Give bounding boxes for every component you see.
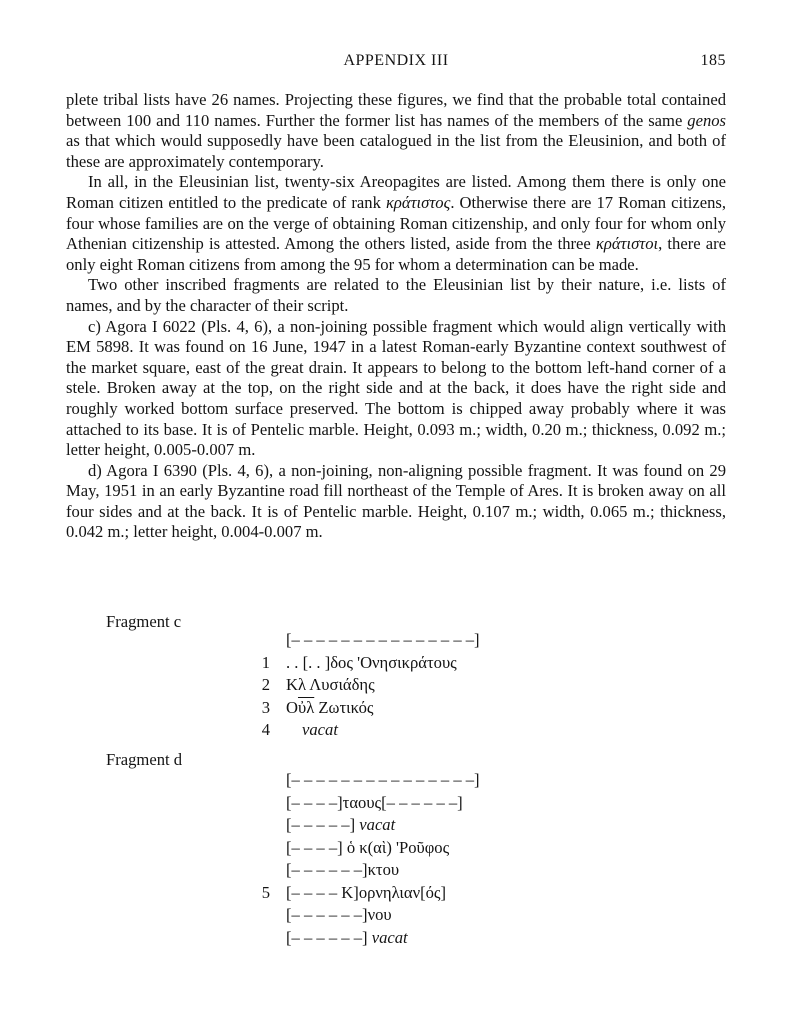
genos-term: genos [687, 110, 726, 130]
paragraph-4-agora-6022: c) Agora I 6022 (Pls. 4, 6), a non-joining possible fragment which would align vertically with EM 5898. It was found on 16 June, 1947 in a latest Roman-early Byzantine context southwest of the market square, east of the great drain. It appears to belong to the bottom left-hand corner of a stele. Broken away at the top, on the right side and at the back, it does have the right side and roughly worked bottom surface preserved. The bottom is chipped away probably where it was attached to its base. It is of Pentelic marble. Height, 0.093 m.; width, 0.20 m.; thickness, 0.092 m.; letter height, 0.005-0.007 m. [66, 316, 726, 460]
abbreviation-overline: $\overline{ὐ\lambda}$ [297, 697, 315, 717]
running-head [66, 52, 726, 72]
greek-kratistoi: κράτιστοι [595, 234, 659, 254]
paragraph-2: In all, in the Eleusinian list, twenty-six Areopagites are listed. Among them there is only one Roman citizen entitled to the predicate of rank κράτιστος. Otherwise there are 17 Roman citizens, four whose families are on the verge of obtaining Roman citizenship, and only four for whom only Athenian citizenship is attested. Among the others listed, aside from the three κράτιστοι, there are only eight Roman citizens from among the 95 for whom a determination can be made. [66, 172, 726, 274]
vacat-note: vacat [371, 927, 408, 947]
running-head-title: APPENDIX III [343, 52, 449, 69]
paragraph-3: Two other inscribed fragments are related to the Eleusinian list by their nature, i.e. lists of names, and by the character of their script. [66, 275, 726, 315]
page-number: 185 [700, 52, 726, 69]
vacat-note: vacat [359, 815, 396, 834]
page: APPENDIX III 185 plete tribal lists have 26 names. Projecting these figures, we find that the probable total contained between 100 and 110 names. Further the former list has names of the members of the same genos as that which would supposedly have been catalogued in the list from the Eleusinion, and both of these are approximately contemporary. In all, in the Eleusinian list, twenty-six Areopagites are listed. Among them there is only one Roman citizen entitled to the predicate of rank κράτιστος. Otherwise there are 17 Roman citizens, four whose families are on the verge of obtaining Roman citizenship, and only four for whom only Athenian citizenship is attested. Among the others listed, aside from the three κράτιστοι, there are only eight Roman citizens from among the 95 for whom a determination can be made. Two other inscribed fragments are related to the Eleusinian list by their nature, i.e. lists of names, and by the character of their script. c) Agora I 6022 (Pls. 4, 6), a non-joining possible fragment which would align vertically with EM 5898. It was found on 16 June, 1947 in a latest Roman-early Byzantine context southwest of the market square, east of the great drain. It appears to belong to the bottom left-hand corner of a stele. Broken away at the top, on the right side and at the back, it does have the right side and roughly worked bottom surface preserved. The bottom is chipped away probably where it was attached to its base. It is of Pentelic marble. Height, 0.093 m.; width, 0.20 m.; thickness, 0.092 m.; letter height, 0.005-0.007 m. d) Agora I 6390 (Pls. 4, 6), a non-joining, non-aligning possible fragment. It was found on 29 May, 1951 in an early Byzantine road fill northeast of the Temple of Ares. It is broken away on all four sides and at the back. It is of Pentelic marble. Height, 0.107 m.; width, 0.065 m.; thickness, 0.042 m.; letter height, 0.004-0.007 m. Fragment c [– – – – – – – – – – – – – – –] 1 . . [. . ]δος 'Ονησικράτους 2 Κλ Λυσιάδης 3 $O\overline{ὐ\lambda}$ Ζωτικός 4 vacat Fragment d [– – – – – – – – – – – – – – –] [– – – –]ταους[– – – – – –] [– – – – –] vacat [– – – –] ὁ κ(αὶ) 'Ροῦφος [– – – – – –]κτου 5 [– – – – Κ]ορνηλιαν[ός] [– – – – – –]νου [– – – – – –] vacat [66, 52, 726, 947]
greek-kratistos: κράτιστος [385, 192, 451, 212]
fragment-c-label: Fragment c [106, 612, 182, 631]
paragraph-1: plete tribal lists have 26 names. Projecting these figures, we find that the probable total contained between 100 and 110 names. Further the former list has names of the members of the same genos as that which would supposedly have been catalogued in the list from the Eleusinion, and both of these are approximately contemporary. [66, 90, 726, 171]
paragraph-5-agora-6390: d) Agora I 6390 (Pls. 4, 6), a non-joining, non-aligning possible fragment. It was found on 29 May, 1951 in an early Byzantine road fill northeast of the Temple of Ares. It is broken away on all four sides and at the back. It is of Pentelic marble. Height, 0.107 m.; width, 0.065 m.; thickness, 0.042 m.; letter height, 0.004-0.007 m. [66, 460, 726, 542]
fragment-d-label: Fragment d [106, 750, 183, 769]
body-text [66, 90, 726, 543]
